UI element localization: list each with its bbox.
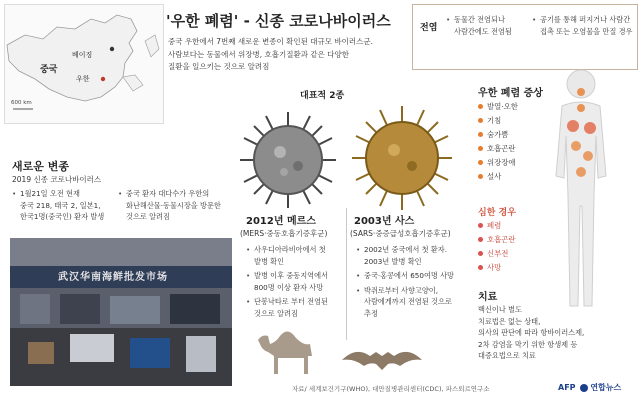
mers-bullet-3: • 단봉낙타로 부터 전염된 것으로 알려짐 bbox=[246, 296, 346, 319]
sars-bullets bbox=[356, 244, 468, 319]
symptom-item: 설사 bbox=[478, 170, 568, 184]
symptom-item: 호흡곤란 bbox=[478, 142, 568, 156]
infection-label: 전염 bbox=[420, 23, 438, 33]
mers-bullets bbox=[246, 244, 346, 319]
news-logo bbox=[558, 382, 621, 393]
title-rest: - 신종 코로나바이러스 bbox=[238, 12, 391, 30]
mers-title: 2012년 메르스 bbox=[246, 216, 316, 227]
wuhan-marker bbox=[101, 77, 105, 81]
severe-title: 심한 경우 bbox=[478, 208, 516, 218]
yonhap-icon bbox=[580, 384, 588, 392]
sars-bullet-3: • 박쥐로부터 사향고양이, 사람에게까지 전염된 것으로 추정 bbox=[356, 285, 468, 320]
sars-virus-drawing bbox=[350, 104, 454, 212]
afp-logo: AFP bbox=[558, 383, 576, 392]
market-photo-drawing bbox=[10, 238, 232, 386]
severe-item: 사망 bbox=[478, 261, 558, 275]
camel-icon bbox=[252, 322, 328, 378]
bat-icon bbox=[340, 344, 424, 376]
mers-bullet-1: • 사우디아라비아에서 첫 발병 확인 bbox=[246, 244, 346, 267]
mers-virus-drawing bbox=[236, 108, 340, 212]
yonhap-logo: 연합뉴스 bbox=[590, 383, 622, 392]
bat-drawing bbox=[340, 344, 424, 376]
map-country-label: 중국 bbox=[40, 65, 58, 75]
intro-text bbox=[168, 36, 404, 74]
title-quote: '우한 폐렴' bbox=[166, 12, 239, 30]
sars-bullet-2: • 중국·홍콩에서 650여명 사망 bbox=[356, 270, 468, 282]
map-scale-label: 600 km bbox=[11, 100, 32, 106]
sars-virus-image bbox=[350, 104, 454, 212]
representative-label: 대표적 2종 bbox=[300, 91, 345, 101]
new-variant-bullet-2: • 중국 환자 대다수가 우한의 화난해산물·동물시장을 방문한 것으로 알려짐 bbox=[118, 188, 236, 223]
column-divider bbox=[346, 208, 347, 340]
treatment-text: 백신이나 별도 치료법은 없는 상태, 의사의 판단에 따라 항바이러스제, 2차 감염을 막기 위한 항생제 등 대증요법으로 치료 bbox=[478, 305, 585, 360]
market-sign: 武汉华南海鲜批发市场 bbox=[58, 272, 168, 283]
severe-item: 호흡곤란 bbox=[478, 233, 558, 247]
severe-list bbox=[478, 219, 558, 275]
severe-item: 신부전 bbox=[478, 247, 558, 261]
treatment-title: 치료 bbox=[478, 292, 498, 303]
sars-bullet-1: • 2002년 중국에서 첫 환자. 2003년 발병 확인 bbox=[356, 244, 468, 267]
mers-virus-image bbox=[236, 108, 340, 212]
new-variant-bullet-1: • 1월21일 오전 현재 중국 218, 태국 2, 일본1, 한국1명(중국인) 환자 발생 bbox=[12, 188, 116, 223]
symptom-item: 기침 bbox=[478, 114, 568, 128]
new-variant-title: 새로운 변종 bbox=[12, 160, 69, 173]
symptom-item: 숨가쁨 bbox=[478, 128, 568, 142]
severe-item: 폐렴 bbox=[478, 219, 558, 233]
beijing-marker bbox=[110, 47, 114, 51]
china-map bbox=[4, 4, 164, 124]
intro-line: 중국 우한에서 7번째 새로운 변종이 확인된 대규모 바이러스군. bbox=[168, 37, 373, 46]
source-credit: 자료/ 세계보건기구(WHO), 대만질병관리센터(CDC), 파스퇴르연구소 bbox=[292, 385, 490, 393]
intro-line: 질환을 일으키는 것으로 알려짐 bbox=[168, 62, 270, 71]
symptom-item: 위장장애 bbox=[478, 156, 568, 170]
symptom-item: 발열·오한 bbox=[478, 100, 568, 114]
mers-bullet-2: • 발병 이후 중동지역에서 800명 이상 환자 사망 bbox=[246, 270, 346, 293]
new-variant-subtitle: 2019 신종 코로나바이러스 bbox=[12, 175, 102, 184]
mers-subtitle: (MERS·중동호흡기증후군) bbox=[240, 229, 328, 238]
sars-title: 2003년 사스 bbox=[354, 216, 415, 227]
symptoms-list bbox=[478, 100, 568, 184]
infection-bullet-2: • 공기를 통해 퍼지거나 사람간 접촉 또는 오염물을 만질 경우 bbox=[532, 14, 636, 37]
map-city-wuhan: 우한 bbox=[76, 75, 90, 83]
camel-drawing bbox=[252, 322, 328, 378]
page-title bbox=[166, 10, 391, 31]
symptoms-title: 우한 폐렴 증상 bbox=[478, 88, 543, 99]
market-photo bbox=[10, 238, 232, 386]
sars-subtitle: (SARS·중증급성호흡기증후군) bbox=[350, 229, 451, 238]
map-city-beijing: 베이징 bbox=[72, 51, 93, 59]
infection-bullet-1: • 동물간 전염되나 사람간에도 전염됨 bbox=[446, 14, 530, 37]
intro-line: 사람보다는 동물에서 위장병, 호흡기질환과 같은 다양한 bbox=[168, 49, 349, 59]
